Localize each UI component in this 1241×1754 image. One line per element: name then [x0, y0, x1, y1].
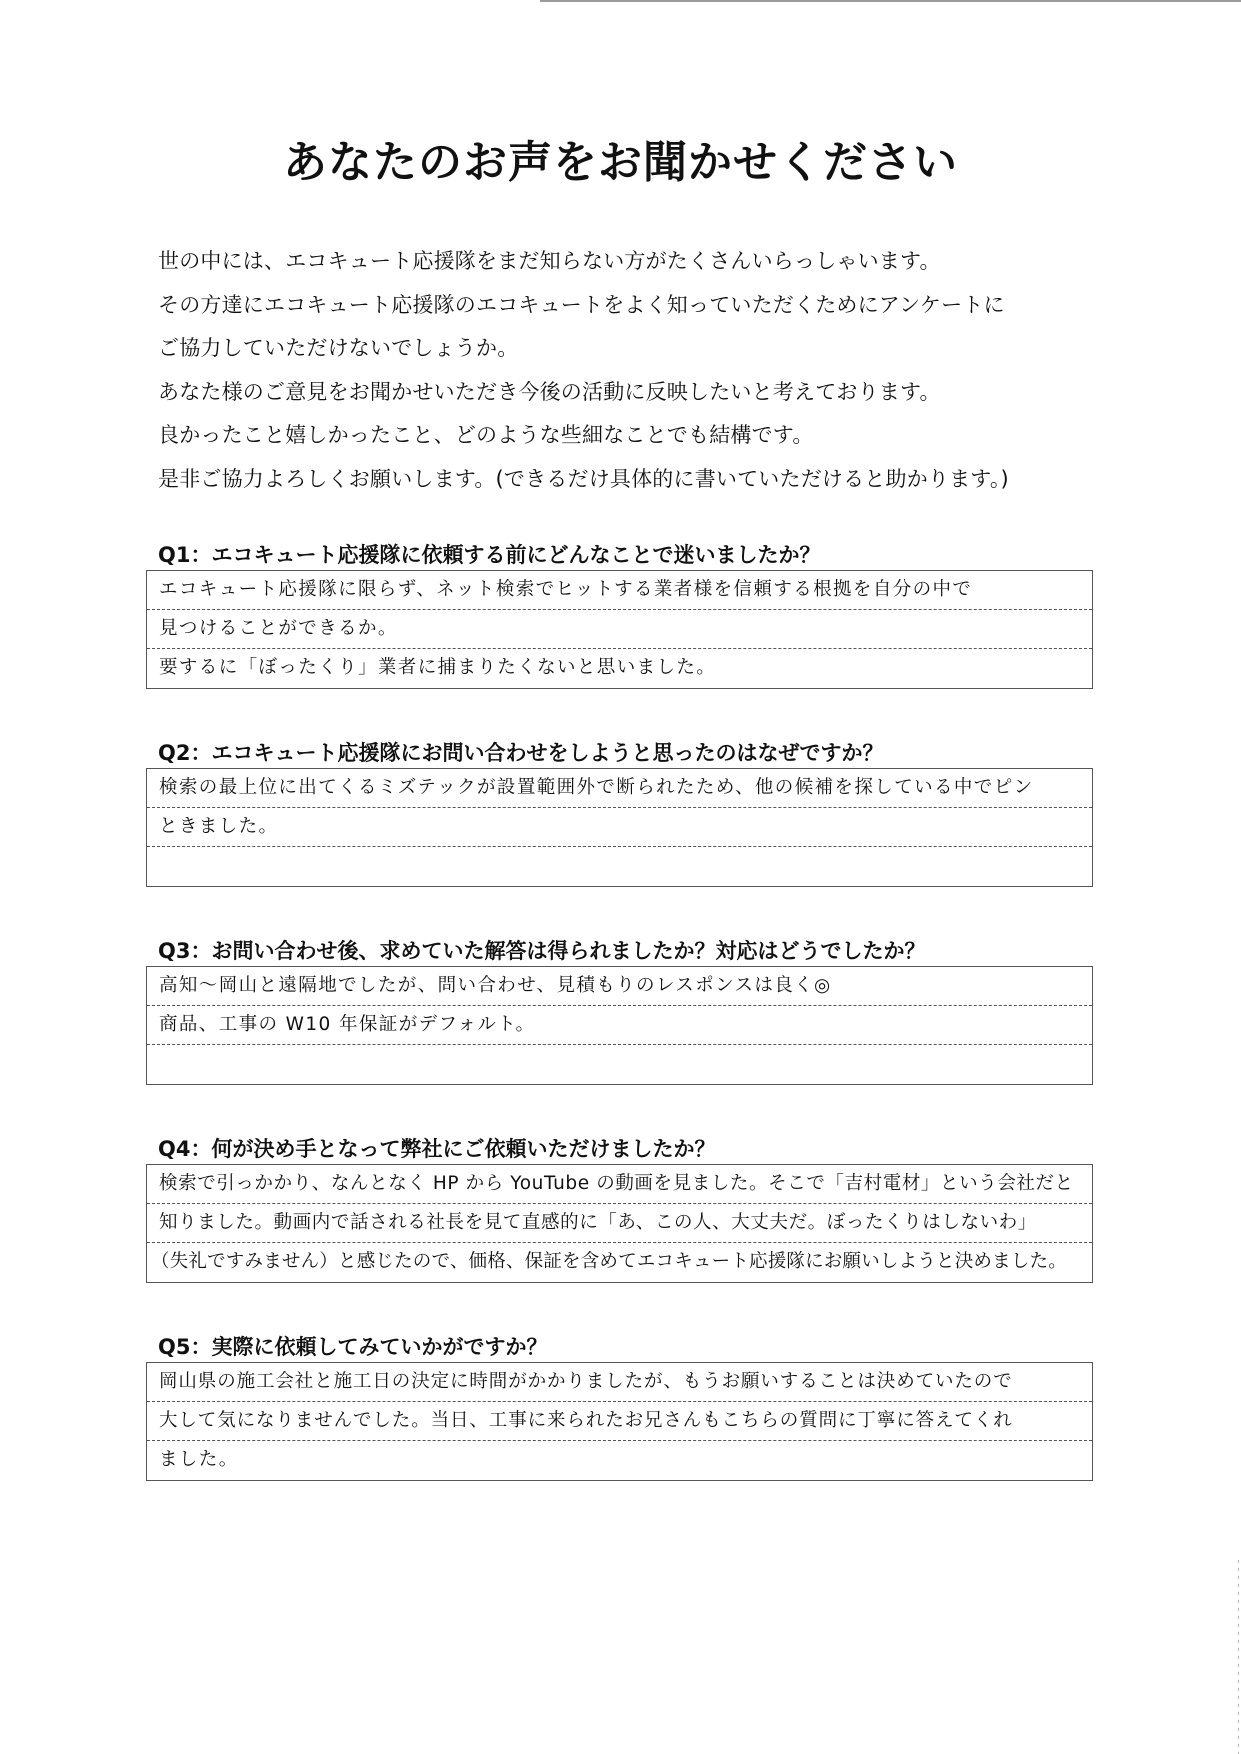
answer-line: 商品、工事の W10 年保証がデフォルト。	[147, 1006, 1092, 1045]
question-2	[146, 738, 1093, 887]
question-heading: Q3：お問い合わせ後、求めていた解答は得られましたか？対応はどうでしたか？	[158, 939, 926, 963]
intro-line: その方達にエコキュート応援隊のエコキュートをよく知っていただくためにアンケートに	[158, 292, 1005, 317]
intro-line: 良かったこと嬉しかったこと、どのような些細なことでも結構です。	[158, 423, 814, 448]
question-heading: Q2：エコキュート応援隊にお問い合わせをしようと思ったのはなぜですか？	[158, 741, 884, 765]
answer-box	[146, 1362, 1093, 1481]
intro-line: 是非ご協力よろしくお願いします。(できるだけ具体的に書いていただけると助かります。)	[158, 466, 1009, 491]
answer-box	[146, 570, 1093, 689]
answer-line: 大して気になりませんでした。当日、工事に来られたお兄さんもこちらの質問に丁寧に答えてくれ	[147, 1402, 1092, 1441]
answer-line: 検索の最上位に出てくるミズテックが設置範囲外で断られたため、他の候補を探している中でピン	[147, 769, 1092, 808]
question-4	[146, 1134, 1093, 1283]
answer-line	[147, 1045, 1092, 1084]
scan-edge-right	[1238, 1560, 1239, 1754]
intro-line: ご協力していただけないでしょうか。	[158, 336, 519, 361]
question-5	[146, 1332, 1093, 1481]
answer-box	[146, 1164, 1093, 1283]
answer-line: 要するに「ぼったくり」業者に捕まりたくないと思いました。	[159, 657, 717, 678]
answer-box	[146, 768, 1093, 887]
answer-line: 見つけることができるか。	[147, 610, 1092, 649]
answer-line: ときました。	[147, 808, 1092, 847]
answer-line: 知りました。動画内で話される社長を見て直感的に「あ、この人、大丈夫だ。ぼったくりはしないわ」	[147, 1204, 1092, 1243]
answer-line: ました。	[159, 1449, 239, 1470]
question-heading: Q5：実際に依頼してみていかがですか？	[158, 1335, 548, 1359]
question-3	[146, 936, 1093, 1085]
answer-line: 検索で引っかかり、なんとなく HP から YouTube の動画を見ました。そこで「吉村電材」という会社だと	[147, 1165, 1092, 1204]
intro-line: あなた様のご意見をお聞かせいただき今後の活動に反映したいと考えております。	[158, 379, 941, 404]
answer-line	[147, 847, 1092, 886]
answer-line: 岡山県の施工会社と施工日の決定に時間がかかりましたが、もうお願いすることは決めていたので	[147, 1363, 1092, 1402]
intro-line: 世の中には、エコキュート応援隊をまだ知らない方がたくさんいらっしゃいます。	[158, 249, 941, 273]
question-heading: Q1：エコキュート応援隊に依頼する前にどんなことで迷いましたか？	[158, 543, 821, 567]
intro-paragraph	[158, 240, 1098, 502]
page-title: あなたのお声をお聞かせください	[283, 137, 958, 188]
answer-line: エコキュート応援隊に限らず、ネット検索でヒットする業者様を信頼する根拠を自分の中で	[147, 571, 1092, 610]
question-heading: Q4：何が決め手となって弊社にご依頼いただけましたか？	[158, 1137, 716, 1161]
answer-box	[146, 966, 1093, 1085]
question-1	[146, 540, 1093, 689]
scan-edge-top	[540, 0, 1241, 2]
answer-line: （失礼ですみません）と感じたので、価格、保証を含めてエコキュート応援隊にお願いしようと決めました。	[151, 1251, 1067, 1272]
answer-line: 高知～岡山と遠隔地でしたが、問い合わせ、見積もりのレスポンスは良く◎	[147, 967, 1092, 1006]
